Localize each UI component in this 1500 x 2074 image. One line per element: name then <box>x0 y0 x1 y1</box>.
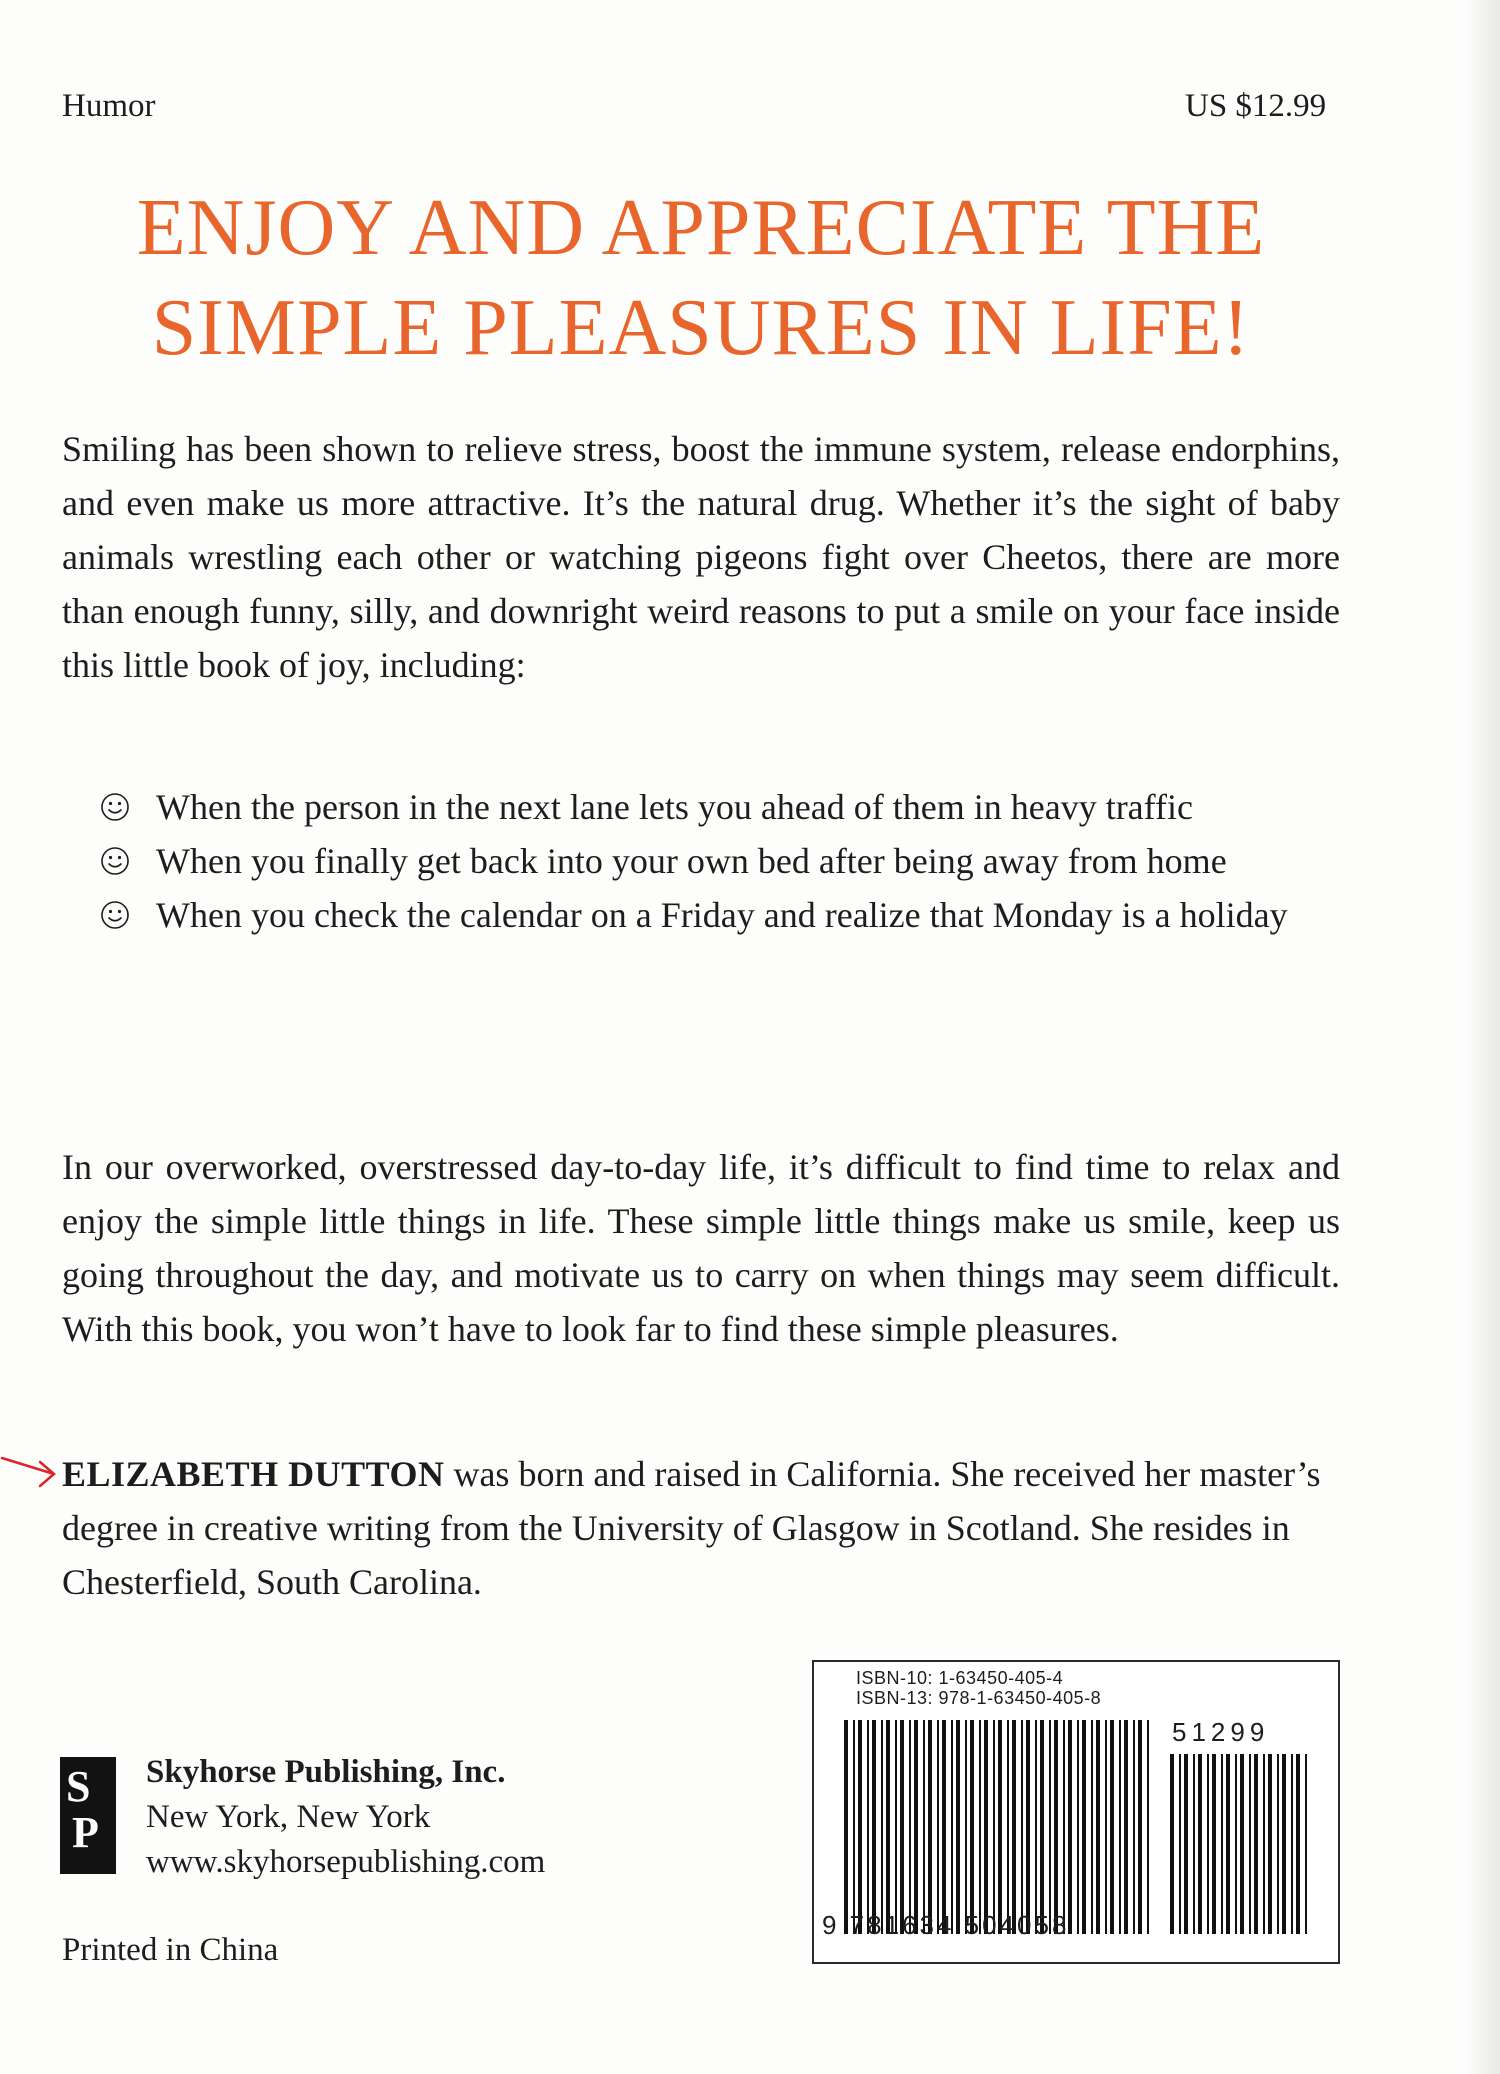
barcode-bar <box>1296 1754 1300 1934</box>
category-label: Humor <box>62 88 156 124</box>
publisher-name: Skyhorse Publishing, Inc. <box>146 1754 506 1790</box>
headline <box>62 178 1340 378</box>
publisher-logo <box>60 1757 116 1874</box>
publisher-logo-p: P <box>72 1808 99 1857</box>
barcode-digits: 9 781634 504058 <box>822 1910 1070 1940</box>
closing-paragraph: In our overworked, overstressed day-to-day life, it’s difficult to find time to relax and enjoy the simple little things in life. These simple little things make us smile, keep us going throughout the day, and motivate us to carry on when things may seem difficult. With this book, you won’t have to look far to find these simple pleasures. <box>62 1147 1340 1349</box>
publisher-logo-s: S <box>66 1762 91 1811</box>
barcode-bar <box>1249 1754 1251 1934</box>
barcode-bar <box>867 1720 869 1934</box>
author-bio-text: was born and raised in California. She received her master’s degree in creative writing from the University of Glasgow in Scotland. She resides in Chesterfield, South Carolina. <box>62 1454 1321 1602</box>
price-label: US $12.99 <box>1185 88 1327 124</box>
barcode-bar <box>1068 1720 1072 1934</box>
isbn-13: ISBN-13: 978-1-63450-405-8 <box>856 1688 1102 1708</box>
publisher-location: New York, New York <box>146 1799 431 1835</box>
barcode-bar <box>1133 1720 1135 1934</box>
bullet-text: When you check the calendar on a Friday and realize that Monday is a holiday <box>156 895 1288 935</box>
barcode-bar <box>1179 1754 1181 1934</box>
bullet-item <box>100 834 1340 888</box>
barcode-bar <box>858 1720 862 1934</box>
intro-paragraph: Smiling has been shown to relieve stress, boost the immune system, release endorphins, and even make us more attractive. It’s the natural drug. Whether it’s the sight of baby animals wrestling each other or watching pigeons fight over Cheetos, there are more than enough funny, silly, and downright weird reasons to put a smile on your face inside this little book of joy, including: <box>62 429 1340 685</box>
barcode-bar <box>984 1720 988 1934</box>
barcode-bar <box>1091 1720 1093 1934</box>
barcode-bar <box>1254 1754 1258 1934</box>
barcode-bar <box>1105 1720 1107 1934</box>
barcode-bar <box>1305 1754 1307 1934</box>
barcode-bar <box>1007 1720 1009 1934</box>
barcode-bar <box>965 1720 967 1934</box>
isbn-barcode <box>812 1660 1340 1964</box>
barcode-bar <box>993 1720 995 1934</box>
barcode-bar <box>1282 1754 1286 1934</box>
publisher-website: www.skyhorsepublishing.com <box>146 1844 546 1880</box>
barcode-bar <box>1277 1754 1279 1934</box>
barcode-bar <box>900 1720 904 1934</box>
bullet-list <box>100 780 1340 942</box>
barcode-bar <box>1077 1720 1079 1934</box>
barcode-bar <box>1119 1720 1121 1934</box>
barcode-bar <box>1063 1720 1065 1934</box>
barcode-bar <box>928 1720 932 1934</box>
headline-line-1: ENJOY AND APPRECIATE THE <box>136 184 1266 272</box>
bullet-text: When you finally get back into your own bed after being away from home <box>156 841 1227 881</box>
barcode-bar <box>1226 1754 1230 1934</box>
barcode-bar <box>970 1720 974 1934</box>
barcode-bar <box>923 1720 925 1934</box>
barcode-bar <box>895 1720 897 1934</box>
page-edge <box>1462 0 1500 2074</box>
barcode-bar <box>942 1720 946 1934</box>
barcode-bar <box>1235 1754 1237 1934</box>
barcode-bar <box>1040 1720 1044 1934</box>
barcode-bar <box>956 1720 960 1934</box>
barcode-bar <box>1054 1720 1058 1934</box>
barcode-bar <box>951 1720 953 1934</box>
barcode-bar <box>1049 1720 1051 1934</box>
author-name: ELIZABETH DUTTON <box>62 1454 445 1494</box>
barcode-bar <box>1240 1754 1244 1934</box>
barcode-bar <box>1124 1720 1128 1934</box>
barcode-bar <box>1110 1720 1114 1934</box>
barcode-bar <box>1026 1720 1030 1934</box>
barcode-bar <box>1291 1754 1293 1934</box>
headline-line-2: SIMPLE PLEASURES IN LIFE! <box>151 284 1251 372</box>
barcode-bar <box>1138 1720 1142 1934</box>
barcode-bar <box>1021 1720 1023 1934</box>
barcode-bar <box>1096 1720 1100 1934</box>
smiley-face-icon <box>100 846 130 876</box>
bullet-item <box>100 780 1340 834</box>
barcode-bar <box>1207 1754 1209 1934</box>
printed-in-label: Printed in China <box>62 1932 279 1968</box>
barcode-bar <box>1268 1754 1272 1934</box>
isbn-10: ISBN-10: 1-63450-405-4 <box>856 1668 1064 1688</box>
smiley-face-icon <box>100 792 130 822</box>
barcode-bar <box>1147 1720 1149 1934</box>
barcode-bar <box>1212 1754 1216 1934</box>
barcode-bar <box>872 1720 876 1934</box>
smiley-face-icon <box>100 900 130 930</box>
barcode-bar <box>1198 1754 1202 1934</box>
barcode-bar <box>914 1720 918 1934</box>
barcode-bar <box>886 1720 890 1934</box>
barcode-bar <box>1221 1754 1223 1934</box>
barcode-bar <box>909 1720 911 1934</box>
barcode-bar <box>881 1720 883 1934</box>
barcode-bar <box>937 1720 939 1934</box>
author-bio <box>62 1447 1362 1609</box>
barcode-bar <box>979 1720 981 1934</box>
barcode-bar <box>844 1720 848 1934</box>
barcode-price-code: 51299 <box>1172 1717 1270 1747</box>
barcode-bar <box>1082 1720 1086 1934</box>
bullet-text: When the person in the next lane lets you ahead of them in heavy traffic <box>156 787 1193 827</box>
barcode-bar <box>1035 1720 1037 1934</box>
publisher-info <box>146 1750 545 1885</box>
barcode-bar <box>1012 1720 1016 1934</box>
barcode-bar <box>853 1720 855 1934</box>
barcode-bar <box>998 1720 1002 1934</box>
red-arrow-icon <box>0 1452 58 1492</box>
barcode-bar <box>1263 1754 1265 1934</box>
barcode-bar <box>1184 1754 1188 1934</box>
barcode-bar <box>1193 1754 1195 1934</box>
barcode-bar <box>1170 1754 1174 1934</box>
bullet-item <box>100 888 1340 942</box>
